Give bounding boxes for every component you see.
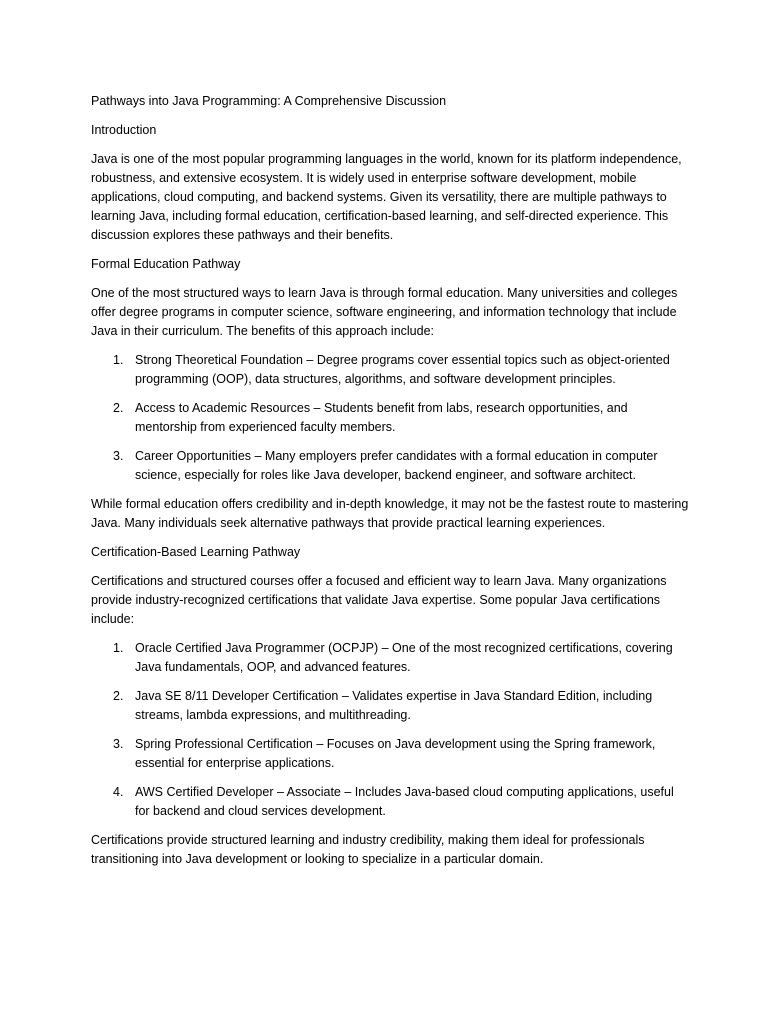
list-item-text: Oracle Certified Java Programmer (OCPJP) – One of the most recognized certifications, covering Java fundamentals, OOP, and advanced features. [135, 641, 673, 674]
list-item-text: Strong Theoretical Foundation – Degree programs cover essential topics such as object-oriented programming (OOP), data structures, algorithms, and software development principles. [135, 353, 670, 386]
list-item [91, 783, 691, 821]
list-item-text: Java SE 8/11 Developer Certification – Validates expertise in Java Standard Edition, including streams, lambda expressions, and multithreading. [135, 689, 653, 722]
intro-heading: Introduction [91, 123, 157, 137]
list-item-text: AWS Certified Developer – Associate – Includes Java-based cloud computing applications, useful for backend and cloud services development. [135, 785, 674, 818]
formal-education-paragraph: One of the most structured ways to learn Java is through formal education. Many universities and colleges offer degree programs in computer science, software engineering, and information technology that include Java in their curriculum. The benefits of this approach include: [91, 286, 678, 338]
formal-education-heading: Formal Education Pathway [91, 257, 241, 271]
document-page [91, 92, 691, 879]
list-item [91, 735, 691, 773]
list-item-number: 2. [113, 401, 124, 415]
certification-closing: Certifications provide structured learning and industry credibility, making them ideal for professionals transitioning into Java development or looking to specialize in a particular domain. [91, 833, 645, 866]
list-item-number: 1. [113, 641, 124, 655]
document-title: Pathways into Java Programming: A Comprehensive Discussion [91, 94, 447, 108]
formal-education-closing: While formal education offers credibility and in-depth knowledge, it may not be the fastest route to mastering Java. Many individuals seek alternative pathways that provide practical learning experiences. [91, 497, 689, 530]
list-item [91, 639, 691, 677]
list-item-number: 3. [113, 449, 124, 463]
list-item [91, 447, 691, 485]
list-item-text: Career Opportunities – Many employers prefer candidates with a formal education in computer science, especially for roles like Java developer, backend engineer, and software architect. [135, 449, 658, 482]
list-item-number: 2. [113, 689, 124, 703]
certification-paragraph: Certifications and structured courses offer a focused and efficient way to learn Java. Many organizations provide industry-recognized certifications that validate Java expertise. Some popular Java certifications include: [91, 574, 667, 626]
list-item-number: 3. [113, 737, 124, 751]
formal-education-list [91, 351, 691, 485]
list-item-number: 1. [113, 353, 124, 367]
certification-heading: Certification-Based Learning Pathway [91, 545, 301, 559]
list-item-number: 4. [113, 785, 124, 799]
list-item [91, 399, 691, 437]
list-item [91, 351, 691, 389]
intro-paragraph: Java is one of the most popular programming languages in the world, known for its platform independence, robustness, and extensive ecosystem. It is widely used in enterprise software development, mobile applications, cloud computing, and backend systems. Given its versatility, there are multiple pathways to learning Java, including formal education, certification-based learning, and self-directed experience. This discussion explores these pathways and their benefits. [91, 152, 682, 242]
list-item-text: Access to Academic Resources – Students benefit from labs, research opportunities, and mentorship from experienced faculty members. [135, 401, 628, 434]
certification-list [91, 639, 691, 821]
list-item [91, 687, 691, 725]
list-item-text: Spring Professional Certification – Focuses on Java development using the Spring framework, essential for enterprise applications. [135, 737, 656, 770]
